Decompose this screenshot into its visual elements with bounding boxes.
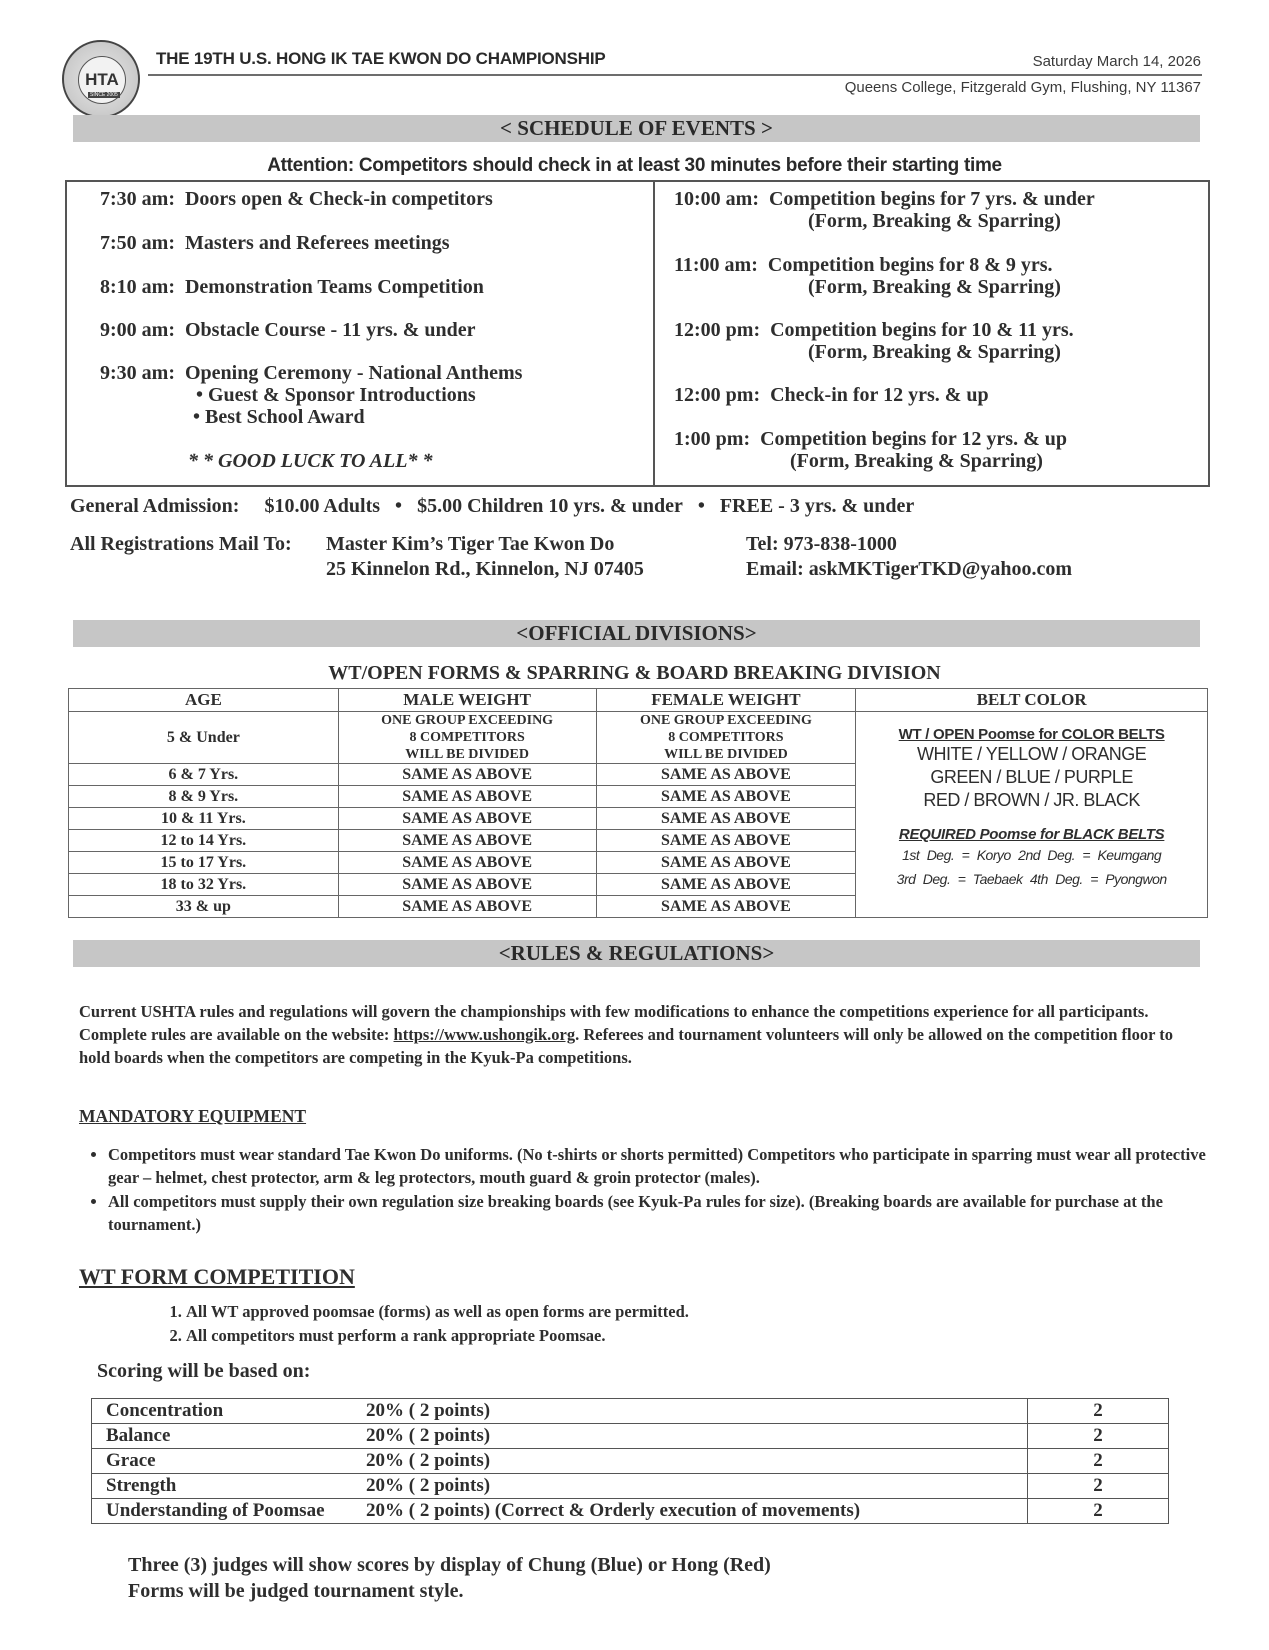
color-belt-heading: WT / OPEN Poomse for COLOR BELTS [898,726,1165,743]
male-weight-cell: SAME AS ABOVE [338,786,596,808]
schedule-time: 9:30 am: [100,362,175,384]
list-item: • Competitors must wear standard Tae Kwon Do uniforms. (No t-shirts or shorts permitted) Competitors who participate in sparring must wear all protective gear – helmet, chest protector, arm & leg protectors, mouth guard & groin protector (males). [108,1143,1208,1189]
event-venue: Queens College, Fitzgerald Gym, Flushing, NY 11367 [844,79,1201,96]
column-header-belt-color: BELT COLOR [856,689,1208,712]
weight-cell: 20% ( 2 points) [366,1474,1028,1499]
points-cell: 2 [1028,1499,1169,1524]
schedule-subitem: (Form, Breaking & Sparring) [790,450,1043,472]
logo-text: HTA [85,70,119,89]
age-cell: 6 & 7 Yrs. [69,764,339,786]
column-header-male-weight: MALE WEIGHT [338,689,596,712]
female-weight-cell: SAME AS ABOVE [596,786,856,808]
schedule-text: Demonstration Teams Competition [184,276,484,298]
schedule-time: 7:50 am: [100,232,175,254]
wt-form-heading: WT FORM COMPETITION [79,1264,355,1289]
weight-cell: 20% ( 2 points) (Correct & Orderly execution of movements) [366,1499,1028,1524]
schedule-item [674,384,989,407]
schedule-time: 12:00 pm: [674,384,761,406]
age-cell: 5 & Under [69,712,339,764]
schedule-text: Opening Ceremony - National Anthems [184,362,523,384]
schedule-item [100,276,484,299]
scoring-heading: Scoring will be based on: [97,1360,311,1382]
color-belt-line: RED / BROWN / JR. BLACK [923,790,1140,810]
bullet-separator: • [697,495,705,517]
schedule-text: Competition begins for 12 yrs. & up [760,428,1067,450]
age-cell: 8 & 9 Yrs. [69,786,339,808]
rules-heading: <RULES & REGULATIONS> [73,940,1200,967]
male-weight-cell: SAME AS ABOVE [338,764,596,786]
divisions-table [68,688,1208,918]
schedule-heading: < SCHEDULE OF EVENTS > [73,115,1200,142]
color-belt-line: WHITE / YELLOW / ORANGE [917,744,1147,764]
table-row [92,1449,1169,1474]
schedule-item [674,428,1067,451]
belt-color-cell [856,712,1208,918]
judging-style-note: Forms will be judged tournament style. [128,1580,464,1602]
divisions-title: WT/OPEN FORMS & SPARRING & BOARD BREAKING DIVISION [328,662,941,684]
cell-line: ONE GROUP EXCEEDING [639,713,812,728]
list-item: 1. All WT approved poomsae (forms) as well as open forms are permitted. [186,1300,689,1324]
weight-cell: 20% ( 2 points) [366,1424,1028,1449]
age-cell: 18 to 32 Yrs. [69,874,339,896]
schedule-time: 9:00 am: [100,319,175,341]
criterion-cell: Understanding of Poomsae [92,1499,367,1524]
admission-label: General Admission: [70,495,240,517]
cell-line: ONE GROUP EXCEEDING [381,713,554,728]
female-weight-cell: SAME AS ABOVE [596,874,856,896]
points-cell: 2 [1028,1424,1169,1449]
black-belt-line: 1st Deg. = Koryo 2nd Deg. = Keumgang [902,847,1162,863]
weight-cell: 20% ( 2 points) [366,1449,1028,1474]
schedule-text: Doors open & Check-in competitors [184,188,493,210]
criterion-cell: Concentration [92,1399,367,1424]
schedule-time: 7:30 am: [100,188,175,210]
male-weight-cell: SAME AS ABOVE [338,874,596,896]
judging-note: Three (3) judges will show scores by display of Chung (Blue) or Hong (Red) [128,1554,771,1576]
divisions-heading: <OFFICIAL DIVISIONS> [73,620,1200,647]
schedule-item [674,319,1074,342]
table-row [92,1499,1169,1524]
male-weight-cell [338,712,596,764]
cell-line: 8 COMPETITORS [668,730,784,745]
age-cell: 15 to 17 Yrs. [69,852,339,874]
association-logo [62,40,140,118]
equipment-heading: MANDATORY EQUIPMENT [79,1106,307,1126]
cell-line: WILL BE DIVIDED [664,747,788,762]
admission-children: $5.00 Children 10 yrs. & under [417,495,683,517]
schedule-text: Competition begins for 8 & 9 yrs. [767,254,1053,276]
schedule-item [100,232,450,255]
header-divider [148,74,1202,76]
schedule-time: 8:10 am: [100,276,175,298]
schedule-column-divider [653,180,655,487]
column-header-female-weight: FEMALE WEIGHT [596,689,856,712]
black-belt-heading: REQUIRED Poomse for BLACK BELTS [898,826,1165,843]
schedule-time: 12:00 pm: [674,319,761,341]
page-title: THE 19TH U.S. HONG IK TAE KWON DO CHAMPIONSHIP [156,49,606,68]
male-weight-cell: SAME AS ABOVE [338,808,596,830]
schedule-time: 1:00 pm: [674,428,751,450]
female-weight-cell: SAME AS ABOVE [596,896,856,918]
schedule-subitem: • Guest & Sponsor Introductions [196,384,476,406]
schedule-item [674,188,1095,211]
table-header-row [69,689,1208,712]
admission-adults: $10.00 Adults [264,495,381,517]
color-belt-line: GREEN / BLUE / PURPLE [930,767,1133,787]
admission-free: FREE - 3 yrs. & under [719,495,915,517]
good-luck-note: * * GOOD LUCK TO ALL* * [188,450,433,472]
cell-line: WILL BE DIVIDED [405,747,529,762]
schedule-subitem: (Form, Breaking & Sparring) [808,341,1061,363]
table-row [69,712,1208,764]
points-cell: 2 [1028,1474,1169,1499]
male-weight-cell: SAME AS ABOVE [338,852,596,874]
schedule-text: Competition begins for 10 & 11 yrs. [770,319,1074,341]
list-item: 2. All competitors must perform a rank appropriate Poomsae. [186,1324,689,1348]
schedule-text: Masters and Referees meetings [184,232,450,254]
criterion-cell: Balance [92,1424,367,1449]
age-cell: 12 to 14 Yrs. [69,830,339,852]
schedule-subitem: (Form, Breaking & Sparring) [808,276,1061,298]
bullet-separator: • [395,495,403,517]
schedule-item [100,362,522,385]
schedule-subitem: (Form, Breaking & Sparring) [808,210,1061,232]
female-weight-cell: SAME AS ABOVE [596,852,856,874]
rules-intro [79,1000,1199,1069]
female-weight-cell: SAME AS ABOVE [596,830,856,852]
black-belt-line: 3rd Deg. = Taebaek 4th Deg. = Pyongwon [896,871,1167,887]
table-row [92,1424,1169,1449]
female-weight-cell: SAME AS ABOVE [596,764,856,786]
female-weight-cell: SAME AS ABOVE [596,808,856,830]
registration-name: Master Kim’s Tiger Tae Kwon Do [326,533,615,555]
general-admission [70,495,914,518]
wt-form-rules [148,1300,689,1348]
schedule-item [100,188,493,211]
male-weight-cell: SAME AS ABOVE [338,896,596,918]
age-cell: 10 & 11 Yrs. [69,808,339,830]
schedule-time: 11:00 am: [674,254,758,276]
schedule-text: Obstacle Course - 11 yrs. & under [184,319,476,341]
female-weight-cell [596,712,856,764]
list-item: • All competitors must supply their own regulation size breaking boards (see Kyuk-Pa rules for size). (Breaking boards are available for purchase at the tournament.) [108,1190,1208,1236]
registration-label: All Registrations Mail To: [70,533,292,555]
column-header-age: AGE [69,689,339,712]
schedule-text: Competition begins for 7 yrs. & under [768,188,1095,210]
age-cell: 33 & up [69,896,339,918]
schedule-item [100,319,476,342]
schedule-item [674,254,1053,277]
criterion-cell: Strength [92,1474,367,1499]
schedule-subitem: • Best School Award [193,406,365,428]
cell-line: 8 COMPETITORS [409,730,525,745]
points-cell: 2 [1028,1399,1169,1424]
points-cell: 2 [1028,1449,1169,1474]
schedule-time: 10:00 am: [674,188,759,210]
table-row [92,1399,1169,1424]
scoring-table [91,1398,1169,1524]
rules-intro-text: . Referees and tournament volunteers will only be allowed on the competition floor to hold boards when the competitors are competing in the Kyuk-Pa competitions. [79,1025,1174,1067]
registration-tel: Tel: 973-838-1000 [746,533,897,555]
rules-website-link[interactable]: https://www.ushongik.org [393,1025,576,1044]
weight-cell: 20% ( 2 points) [366,1399,1028,1424]
criterion-cell: Grace [92,1449,367,1474]
attention-note: Attention: Competitors should check in at least 30 minutes before their starting time [267,155,1002,176]
rules-intro-text: Current USHTA rules and regulations will govern the championships with few modifications to enhance the competitions experience for all participants. Complete rules are available on the website: [79,1002,1149,1044]
male-weight-cell: SAME AS ABOVE [338,830,596,852]
registration-email[interactable]: Email: askMKTigerTKD@yahoo.com [746,558,1073,580]
logo-since: SINCE 2005 [90,92,118,98]
schedule-text: Check-in for 12 yrs. & up [770,384,989,406]
event-date: Saturday March 14, 2026 [1032,53,1201,70]
registration-address: 25 Kinnelon Rd., Kinnelon, NJ 07405 [326,558,644,580]
equipment-list [88,1143,1208,1237]
table-row [92,1474,1169,1499]
